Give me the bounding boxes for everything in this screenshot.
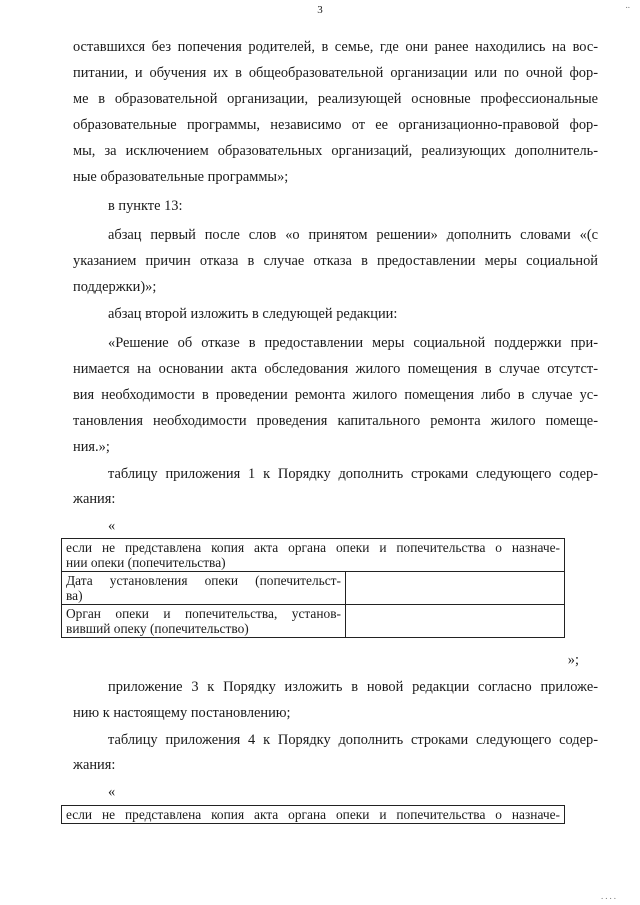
paragraph-line: оставшихся без попечения родителей, в семье, где они ранее находились на вос- xyxy=(73,39,598,55)
paragraph-line: образовательные программы, независимо от ее организационно-правовой фор- xyxy=(73,117,598,133)
table-row xyxy=(62,806,565,824)
paragraph-line: мы, за исключением образовательных организаций, реализующих дополнитель- xyxy=(73,143,598,159)
cell-text: вивший опеку (попечительство) xyxy=(66,621,249,636)
table-cell-empty xyxy=(346,605,565,638)
paragraph-line: приложение 3 к Порядку изложить в новой редакции согласно приложе- xyxy=(108,679,598,695)
paragraph-line: ния.»; xyxy=(73,439,110,455)
table-row xyxy=(62,572,565,605)
paragraph-line: «Решение об отказе в предоставлении меры социальной поддержки при- xyxy=(108,335,598,351)
table-cell-empty xyxy=(346,572,565,605)
cell-text: ва) xyxy=(66,588,83,603)
table-row xyxy=(62,539,565,572)
paragraph-line: поддержки)»; xyxy=(73,279,157,295)
paragraph-line: таблицу приложения 4 к Порядку дополнить строками следующего содер- xyxy=(108,732,598,748)
paragraph-line: указанием причин отказа в случае отказа в предоставлении меры социальной xyxy=(73,253,598,269)
paragraph-line: ные образовательные программы»; xyxy=(73,169,289,185)
table-row xyxy=(62,605,565,638)
paragraph-line: в пункте 13: xyxy=(108,198,183,214)
paragraph-line: питании, и обучения их в общеобразовательной организации или по очной фор- xyxy=(73,65,598,81)
paragraph-line: жания: xyxy=(73,757,116,773)
paragraph-line: вия необходимости в проведении ремонта жилого помещения либо в случае ус- xyxy=(73,387,598,403)
paragraph-line: ме в образовательной организации, реализующей основные профессиональные xyxy=(73,91,598,107)
paragraph-line: жания: xyxy=(73,491,116,507)
cell-text: если не представлена копия акта органа опеки и попечительства о назначе- xyxy=(66,540,560,555)
cell-text: Дата установления опеки (попечительст- xyxy=(66,573,341,588)
paragraph-line: нию к настоящему постановлению; xyxy=(73,705,291,721)
cell-text: если не представлена копия акта органа опеки и попечительства о назначе- xyxy=(66,807,560,822)
paragraph-line: таблицу приложения 1 к Порядку дополнить строками следующего содер- xyxy=(108,466,598,482)
paragraph-line: абзац второй изложить в следующей редакции: xyxy=(108,306,398,322)
corner-mark: .. xyxy=(625,0,630,10)
insert-table-2 xyxy=(61,805,565,824)
table-cell xyxy=(62,572,346,605)
cell-text: нии опеки (попечительства) xyxy=(66,555,226,570)
close-quote: »; xyxy=(567,652,579,668)
table-cell xyxy=(62,806,565,824)
page-number: 3 xyxy=(317,4,323,16)
insert-table-1 xyxy=(61,538,565,638)
paragraph-line: абзац первый после слов «о принятом решении» дополнить словами «(с xyxy=(108,227,598,243)
paragraph-line: нимается на основании акта обследования жилого помещения в случае отсутст- xyxy=(73,361,598,377)
bottom-mark: .... xyxy=(601,891,618,901)
table-cell xyxy=(62,605,346,638)
table-cell xyxy=(62,539,565,572)
paragraph-line: тановления необходимости проведения капитального ремонта жилого помеще- xyxy=(73,413,598,429)
open-quote: « xyxy=(108,784,116,800)
open-quote: « xyxy=(108,518,116,534)
cell-text: Орган опеки и попечительства, установ- xyxy=(66,606,341,621)
